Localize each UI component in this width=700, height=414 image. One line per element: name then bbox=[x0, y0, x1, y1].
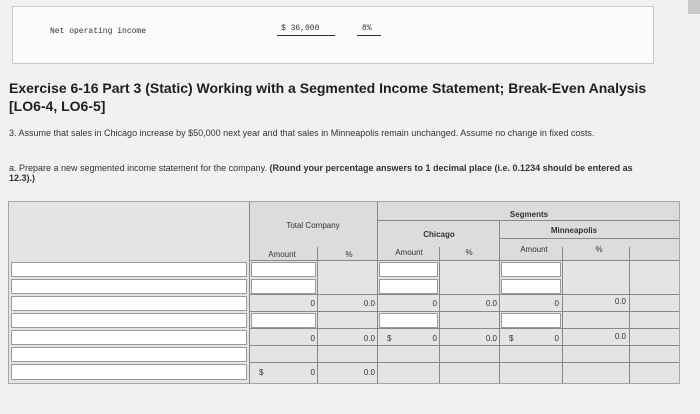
row-2-label-input[interactable] bbox=[11, 279, 247, 294]
minneapolis-percent-header: % bbox=[595, 245, 603, 254]
row-computed-3-total-currency: $ bbox=[259, 368, 264, 377]
row-4b-total-amount-input[interactable] bbox=[251, 313, 316, 328]
row-computed-2-minneapolis-currency: $ bbox=[509, 334, 514, 343]
row-computed-2-total-amount: 0 bbox=[310, 334, 315, 343]
total-amount-header: Amount bbox=[268, 250, 296, 259]
row-computed-3-total-amount: 0 bbox=[310, 368, 315, 377]
row-1-total-amount-input[interactable] bbox=[251, 262, 316, 277]
row-computed-2-chicago-amount: 0 bbox=[432, 334, 437, 343]
row-computed-1-chicago-amount: 0 bbox=[432, 299, 437, 308]
row-3-label-input[interactable] bbox=[11, 296, 247, 311]
row-1-chicago-amount-input[interactable] bbox=[379, 262, 438, 277]
net-operating-income-percent: 8% bbox=[362, 24, 372, 33]
row-2-chicago-amount-input[interactable] bbox=[379, 279, 438, 294]
previous-answer-box bbox=[12, 6, 654, 64]
segmented-income-table bbox=[8, 201, 680, 384]
exercise-title: Exercise 6-16 Part 3 (Static) Working with a Segmented Income Statement; Break-Even Analysis [LO6-4, LO6-5] bbox=[9, 80, 647, 114]
row-5-label-input[interactable] bbox=[11, 330, 247, 345]
row-computed-1-minneapolis-percent: 0.0 bbox=[614, 297, 626, 306]
chicago-percent-header: % bbox=[465, 248, 473, 257]
question-3-text: 3. Assume that sales in Chicago increase by $50,000 next year and that sales in Minneapolis remain unchanged. Assume no change in fixed costs. bbox=[9, 128, 595, 138]
question-a-text: a. Prepare a new segmented income statement for the company. (Round your percentage answers to 1 decimal place (i.e. 0.1234 should be entered as 12.3).) bbox=[9, 163, 633, 183]
row-4-label-input[interactable] bbox=[11, 313, 247, 328]
row-1-minneapolis-amount-input[interactable] bbox=[501, 262, 561, 277]
segments-header: Segments bbox=[509, 210, 549, 219]
net-operating-income-label: Net operating income bbox=[50, 27, 147, 36]
total-company-header: Total Company bbox=[286, 221, 340, 230]
row-computed-1-chicago-percent: 0.0 bbox=[485, 299, 497, 308]
row-computed-2-chicago-percent: 0.0 bbox=[485, 334, 497, 343]
percent-underline bbox=[357, 35, 381, 36]
minneapolis-header: Minneapolis bbox=[550, 226, 598, 235]
row-2-total-amount-input[interactable] bbox=[251, 279, 316, 294]
amount-underline bbox=[277, 35, 335, 36]
scrollbar[interactable] bbox=[688, 0, 700, 14]
row-4b-chicago-amount-input[interactable] bbox=[379, 313, 438, 328]
row-computed-2-minneapolis-amount: 0 bbox=[554, 334, 559, 343]
net-operating-income-amount: $ 36,000 bbox=[281, 24, 320, 33]
row-4b-minneapolis-amount-input[interactable] bbox=[501, 313, 561, 328]
chicago-amount-header: Amount bbox=[395, 248, 423, 257]
row-computed-1-minneapolis-amount: 0 bbox=[554, 299, 559, 308]
chicago-header: Chicago bbox=[423, 230, 455, 239]
minneapolis-amount-header: Amount bbox=[520, 245, 548, 254]
row-2-minneapolis-amount-input[interactable] bbox=[501, 279, 561, 294]
row-computed-3-total-percent: 0.0 bbox=[363, 368, 375, 377]
row-1-label-input[interactable] bbox=[11, 262, 247, 277]
row-computed-2-chicago-currency: $ bbox=[387, 334, 392, 343]
total-percent-header: % bbox=[345, 250, 353, 259]
row-computed-2-total-percent: 0.0 bbox=[363, 334, 375, 343]
row-computed-1-total-percent: 0.0 bbox=[363, 299, 375, 308]
row-computed-1-total-amount: 0 bbox=[310, 299, 315, 308]
row-7-label-input[interactable] bbox=[11, 364, 247, 380]
row-6-label-input[interactable] bbox=[11, 347, 247, 362]
row-computed-2-minneapolis-percent: 0.0 bbox=[614, 332, 626, 341]
